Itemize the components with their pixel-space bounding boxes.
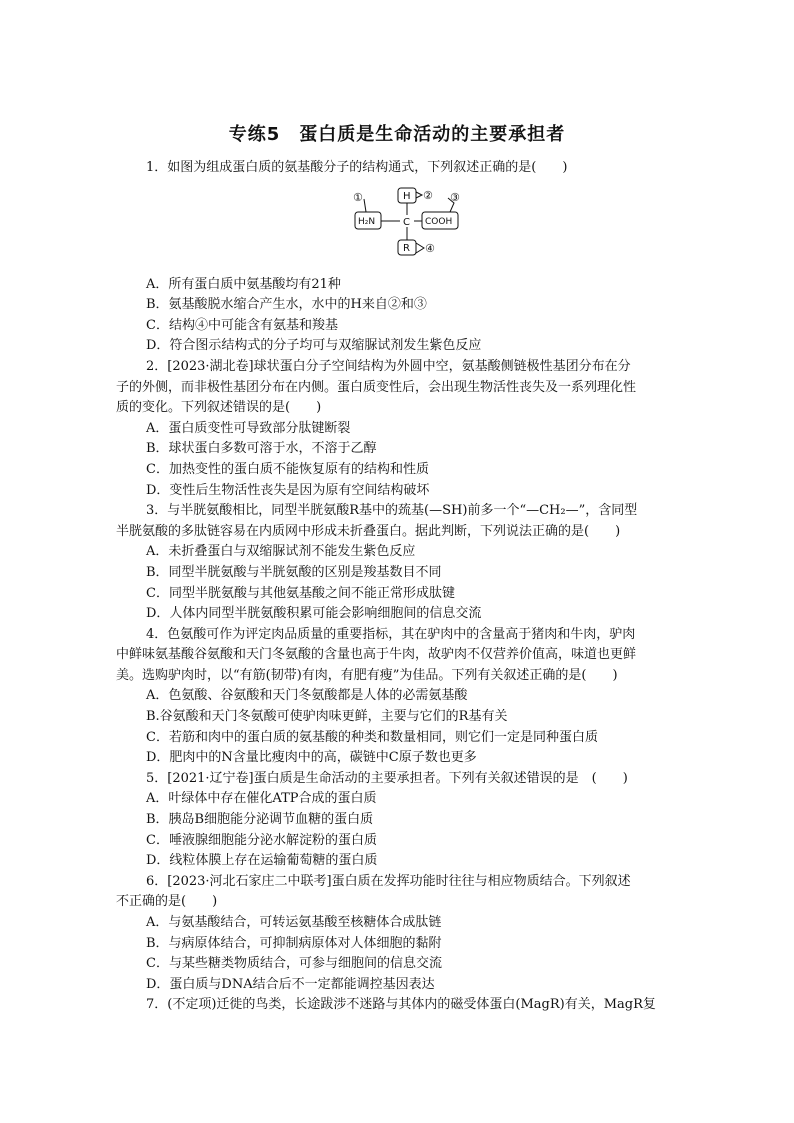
question-stem: 1．如图为组成蛋白质的氨基酸分子的结构通式，下列叙述正确的是( ) [146,160,568,175]
option-b: B．胰岛B细胞能分泌调节血糖的蛋白质 [146,812,374,828]
option-a: A．蛋白质变性可导致部分肽键断裂 [146,420,351,436]
option-a: A．所有蛋白质中氨基酸均有21种 [146,276,341,292]
option-b: B．氨基酸脱水缩合产生水，水中的H来自②和③ [146,297,427,313]
amino-acid-structure-svg [352,185,472,271]
question-1 [146,158,674,357]
h-label: H [403,190,411,202]
question-stem: 6．[2023·河北石家庄二中联考]蛋白质在发挥功能时往往与相应物质结合。下列叙述 [146,873,631,889]
option-b: B.谷氨酸和天门冬氨酸可使驴肉味更鲜，主要与它们的R基有关 [146,709,508,725]
question-stem: 4．色氨酸可作为评定肉品质量的重要指标，其在驴肉中的含量高于猪肉和牛肉，驴肉 [146,626,636,642]
option-a: A．与氨基酸结合，可转运氨基酸至核糖体合成肽链 [146,915,442,930]
carboxyl-group-label: COOH [425,216,453,227]
option-d: D．线粒体膜上存在运输葡萄糖的蛋白质 [146,853,378,869]
label-1: ① [353,190,363,204]
question-5 [146,769,674,872]
label-4: ④ [425,241,435,255]
label-3: ③ [450,190,460,204]
option-d: D．蛋白质与DNA结合后不一定都能调控基因表达 [146,976,435,992]
option-c: C．若筋和肉中的蛋白质的氨基酸的种类和数量相同，则它们一定是同种蛋白质 [146,729,598,745]
amino-acid-structure-diagram [146,185,674,273]
label-2: ② [423,188,433,202]
option-c: C．同型半胱氨酸与其他氨基酸之间不能正常形成肽键 [146,585,455,601]
question-3 [116,501,674,625]
option-a: A．叶绿体中存在催化ATP合成的蛋白质 [146,791,377,807]
question-stem-cont: 半胱氨酸的多肽链容易在内质网中形成未折叠蛋白。据此判断，下列说法正确的是( ) [116,523,621,539]
question-stem-cont: 中鲜味氨基酸谷氨酸和天门冬氨酸的含量也高于牛肉，故驴肉不仅营养价值高，味道也更鲜 [116,647,637,663]
option-a: A．色氨酸、谷氨酸和天门冬氨酸都是人体的必需氨基酸 [146,688,468,704]
option-b: B．球状蛋白多数可溶于水，不溶于乙醇 [146,441,377,457]
question-4 [116,625,674,769]
option-b: B．与病原体结合，可抑制病原体对人体细胞的黏附 [146,935,442,951]
question-stem: 7．(不定项)迁徙的鸟类，长途跋涉不迷路与其体内的磁受体蛋白(MagR)有关，MagR复 [146,997,656,1013]
option-d: D．肥肉中的N含量比瘦肉中的高，碳链中C原子数也更多 [146,750,477,766]
c-label: C [403,216,410,228]
question-7 [146,995,674,1016]
question-6 [116,872,674,996]
question-stem: 2．[2023·湖北卷]球状蛋白分子空间结构为外圆中空，氨基酸侧链极性基团分布在分 [146,358,631,374]
option-d: D．人体内同型半胱氨酸积累可能会影响细胞间的信息交流 [146,606,482,622]
option-b: B．同型半胱氨酸与半胱氨酸的区别是羧基数目不同 [146,564,442,580]
option-c: C．与某些糖类物质结合，可参与细胞间的信息交流 [146,956,442,972]
question-stem-cont: 质的变化。下列叙述错误的是( ) [116,400,322,416]
page-title: 专练5 蛋白质是生命活动的主要承担者 [228,124,566,145]
option-c: C．唾液腺细胞能分泌水解淀粉的蛋白质 [146,832,377,848]
option-c: C．结构④中可能含有氨基和羧基 [146,317,338,333]
question-list [116,158,674,1016]
r-group-label: R [403,242,410,254]
question-stem: 5．[2021·辽宁卷]蛋白质是生命活动的主要承担者。下列有关叙述错误的是 ( ) [146,770,628,786]
option-d: D．符合图示结构式的分子均可与双缩脲试剂发生紫色反应 [146,338,482,354]
question-2 [116,357,674,501]
amino-group-label: H₂N [358,216,376,227]
option-c: C．加热变性的蛋白质不能恢复原有的结构和性质 [146,461,429,477]
option-a: A．未折叠蛋白与双缩脲试剂不能发生紫色反应 [146,544,416,560]
option-d: D．变性后生物活性丧失是因为原有空间结构破坏 [146,482,430,498]
question-stem-cont: 美。选购驴肉时，以“有筋(韧带)有肉，有肥有瘦”为佳品。下列有关叙述正确的是( ) [116,667,618,683]
question-stem-cont: 子的外侧，而非极性基团分布在内侧。蛋白质变性后，会出现生物活性丧失及一系列理化性 [116,379,637,395]
question-stem: 3．与半胱氨酸相比，同型半胱氨酸R基中的巯基(—SH)前多一个“—CH₂—”，含同型 [146,503,638,519]
question-stem-cont: 不正确的是( ) [116,894,218,910]
